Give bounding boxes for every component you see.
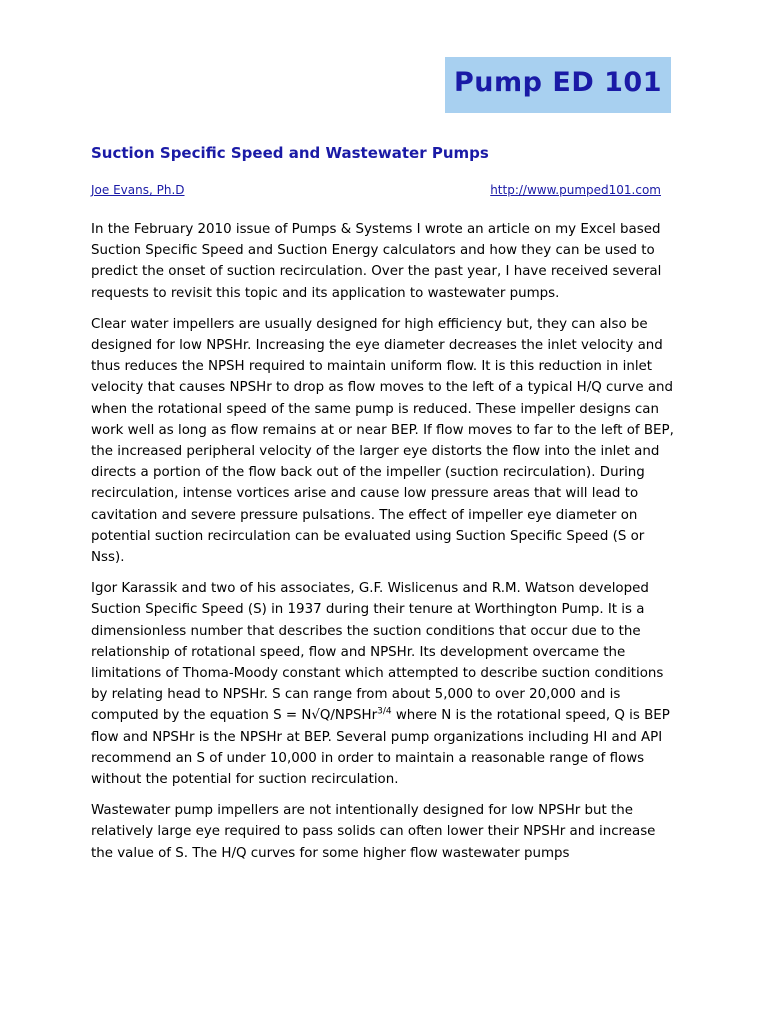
exponent: 3/4 xyxy=(377,707,392,717)
paragraph-3-part-2: where N is the rotational speed, Q is BEP flow and NPSHr is the NPSHr at BEP. Several pump organizations including HI and API recommend an S of under 10,000 in order to maintain a reasonable range of flows without the potential for suction recirculation. xyxy=(91,708,670,788)
paragraph-3 xyxy=(91,578,681,790)
website-link[interactable]: http://www.pumped101.com xyxy=(490,183,661,197)
byline xyxy=(91,183,661,201)
paragraph-1: In the February 2010 issue of Pumps & Systems I wrote an article on my Excel based Suction Specific Speed and Suction Energy calculators and how they can be used to predict the onset of suction recirculation. Over the past year, I have received several requests to revisit this topic and its application to wastewater pumps. xyxy=(91,222,662,301)
paragraph-2: Clear water impellers are usually designed for high efficiency but, they can also be designed for low NPSHr. Increasing the eye diameter decreases the inlet velocity and thus reduces the NPSH required to maintain uniform flow. It is this reduction in inlet velocity that causes NPSHr to drop as flow moves to the left of a typical H/Q curve and when the rotational speed of the same pump is reduced. These impeller designs can work well as long as flow remains at or near BEP. If flow moves to far to the left of BEP, the increased peripheral velocity of the larger eye distorts the flow into the inlet and directs a portion of the flow back out of the impeller (suction recirculation). During recirculation, intense vortices arise and cause low pressure areas that will lead to cavitation and severe pressure pulsations. The effect of impeller eye diameter on potential suction recirculation can be evaluated using Suction Specific Speed (S or Nss). xyxy=(91,316,674,566)
header-banner xyxy=(445,57,671,113)
author-link[interactable]: Joe Evans, Ph.D xyxy=(91,183,185,197)
header-title: Pump ED 101 xyxy=(454,67,662,98)
article-body xyxy=(91,219,681,874)
paragraph-3-part-1: Igor Karassik and two of his associates, G.F. Wislicenus and R.M. Watson developed Suction Specific Speed (S) in 1937 during their tenure at Worthington Pump. It is a dimensionless number that describes the suction conditions that occur due to the relationship of rotational speed, flow and NPSHr. Its development overcame the limitations of Thoma-Moody constant which attempted to describe suction conditions by relating head to NPSHr. S can range from about 5,000 to over 20,000 and is computed by the equation S = N√Q/NPSHr xyxy=(91,581,664,724)
paragraph-4: Wastewater pump impellers are not intentionally designed for low NPSHr but the relatively large eye required to pass solids can often lower their NPSHr and increase the value of S. The H/Q curves for some higher flow wastewater pumps xyxy=(91,803,656,861)
article-title: Suction Specific Speed and Wastewater Pumps xyxy=(91,144,489,162)
